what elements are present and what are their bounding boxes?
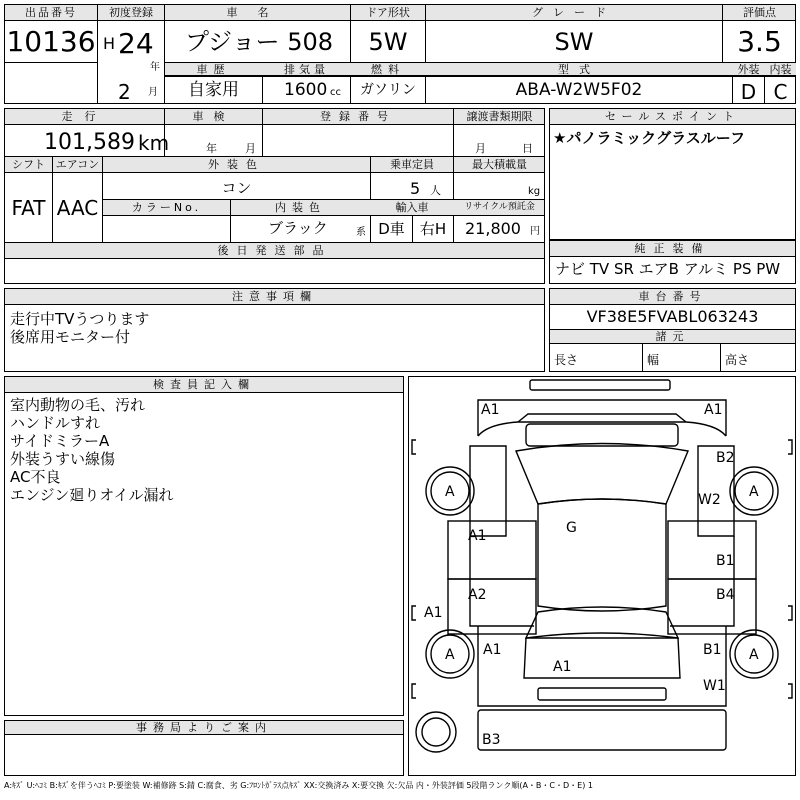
office-label: 事務局よりご案内 [136, 721, 272, 734]
int-color: ブラック [268, 219, 328, 237]
exterior-grade: D [740, 80, 757, 104]
drive: D車 [378, 220, 405, 238]
history: 自家用 [188, 80, 239, 100]
notes-line: 後席用モニター付 [10, 328, 131, 346]
mark-front-left: A1 [481, 402, 500, 418]
color-no-label: カラーNo. [131, 201, 202, 214]
ext-color-label: 外装色 [208, 158, 265, 171]
mark-right-glass: W2 [698, 492, 721, 508]
length-label: 長さ [554, 353, 579, 367]
equipment-text: ナビ TV SR エアB アルミ PS PW [555, 260, 781, 278]
grade: SW [554, 28, 594, 56]
mark-rear-right-quarter: B2 [716, 450, 735, 466]
capacity: 5 [410, 179, 421, 198]
plate-label: 登録番号 [320, 110, 396, 123]
mark-rear-panel: A1 [553, 659, 572, 675]
sales-point-text: ★パノラミックグラスルーフ [553, 129, 745, 147]
height-label: 高さ [725, 353, 750, 367]
sales-point-box [549, 108, 796, 240]
reg-year-unit: 年 [150, 62, 160, 73]
legend-footer: A:ｷｽﾞ U:ﾍｺﾐ B:ｷｽﾞを伴うﾍｺﾐ P:要塗装 W:補修跡 S:錆 C:腐食、劣 G:ﾌﾛﾝﾄｶﾞﾗｽ点ｷｽﾞ XX:交換済み X:要交換 欠:欠品 内・外装評価 5段階ランク順(A・B・C・D・E) 1 [4, 781, 593, 790]
km-unit: km [138, 131, 170, 155]
mark-tire-rr: A [749, 647, 759, 663]
mark-left-front-door: A1 [468, 528, 487, 544]
sales-point-label: セールスポイント [604, 110, 740, 123]
inspector-line: ハンドルすれ [10, 414, 101, 432]
mark-tire-fr: A [749, 484, 759, 500]
exterior-label: 外装 [737, 63, 760, 76]
mark-right-rear-door: B4 [716, 587, 735, 603]
later-parts-label: 後日発送部品 [217, 244, 332, 257]
interior-grade: C [773, 80, 788, 104]
recycle-label: リサイクル預託金 [464, 202, 535, 212]
lot-no-label: 出品番号 [25, 6, 77, 19]
dims-label: 諸元 [655, 330, 690, 343]
displacement: 1600 [284, 80, 328, 100]
mark-front-right: A1 [704, 402, 723, 418]
mark-left-rear-door: A2 [468, 587, 487, 603]
mark-bumper: B3 [482, 732, 501, 748]
reg-month-unit: 月 [148, 87, 158, 98]
fuel: ガソリン [360, 82, 416, 98]
mark-left-rear-quarter: A1 [483, 642, 502, 658]
mark-tire-fl: A [445, 484, 455, 500]
grade-label: グレード [532, 6, 616, 19]
aircon: AAC [56, 196, 99, 220]
notes-line: 走行中TVうつります [10, 310, 150, 328]
mark-right-rear-quarter: B1 [703, 642, 722, 658]
int-color-label: 内装色 [275, 201, 326, 214]
int-color-suffix: 系 [356, 227, 366, 238]
interior-label: 内装 [769, 63, 792, 76]
import-label: 輸入車 [395, 201, 429, 214]
aircon-label: エアコン [55, 158, 100, 171]
inspector-line: エンジン廻りオイル漏れ [10, 486, 174, 504]
inspection-year: 年 [206, 142, 217, 155]
shift: FAT [11, 196, 46, 220]
cc-unit: cc [330, 87, 341, 98]
door: 5W [368, 28, 408, 56]
displacement-label: 排気量 [284, 63, 329, 76]
inspector-line: 外装うすい線傷 [10, 450, 116, 468]
first-reg-label: 初度登録 [109, 6, 153, 19]
fuel-label: 燃料 [371, 63, 405, 76]
mark-roof: G [566, 520, 577, 536]
chassis-number: VF38E5FVABL063243 [586, 307, 759, 326]
car-diagram [408, 376, 796, 776]
score-label: 評価点 [743, 6, 776, 19]
score: 3.5 [737, 25, 782, 58]
reg-year: 24 [118, 27, 154, 60]
inspector-line: AC不良 [10, 468, 61, 486]
shift-label: シフト [12, 158, 45, 171]
model: ABA-W2W5F02 [515, 80, 643, 100]
car-name-label: 車名 [226, 6, 289, 19]
yen-unit: 円 [530, 226, 540, 237]
door-label: ドア形状 [366, 6, 410, 19]
transfer-label: 譲渡書類期限 [466, 110, 533, 123]
steering: 右H [419, 220, 447, 238]
inspector-label: 検査員記入欄 [153, 378, 255, 391]
kg-unit: kg [528, 186, 541, 197]
chassis-label: 車台番号 [638, 290, 707, 303]
capacity-label: 乗車定員 [390, 158, 434, 171]
history-label: 車歴 [196, 63, 231, 76]
reg-era: H [103, 34, 116, 53]
load-label: 最大積載量 [472, 158, 527, 171]
inspector-line: サイドミラーA [10, 432, 110, 450]
recycle-fee: 21,800 [465, 219, 521, 238]
model-label: 型式 [558, 63, 600, 76]
width-label: 幅 [647, 353, 660, 367]
mark-right-front-door: B1 [716, 553, 735, 569]
inspection-month: 月 [245, 142, 256, 155]
mark-tire-rl: A [445, 647, 455, 663]
ext-color: コン [221, 179, 252, 197]
transfer-month: 月 [475, 142, 486, 155]
inspector-line: 室内動物の毛、汚れ [10, 396, 146, 414]
equipment-label: 純正装備 [634, 242, 711, 255]
mileage-label: 走行 [61, 110, 108, 123]
mark-rear-glass: W1 [703, 678, 726, 694]
mark-left-rocker: A1 [424, 605, 443, 621]
reg-month: 2 [118, 80, 131, 104]
mileage: 101,589 [44, 130, 135, 155]
inspection-label: 車検 [192, 110, 235, 123]
notes-label: 注意事項欄 [232, 290, 317, 303]
transfer-day: 日 [522, 142, 533, 155]
lot-no: 10136 [6, 25, 96, 58]
person-unit: 人 [430, 184, 441, 197]
car-name: プジョー 508 [185, 28, 333, 56]
